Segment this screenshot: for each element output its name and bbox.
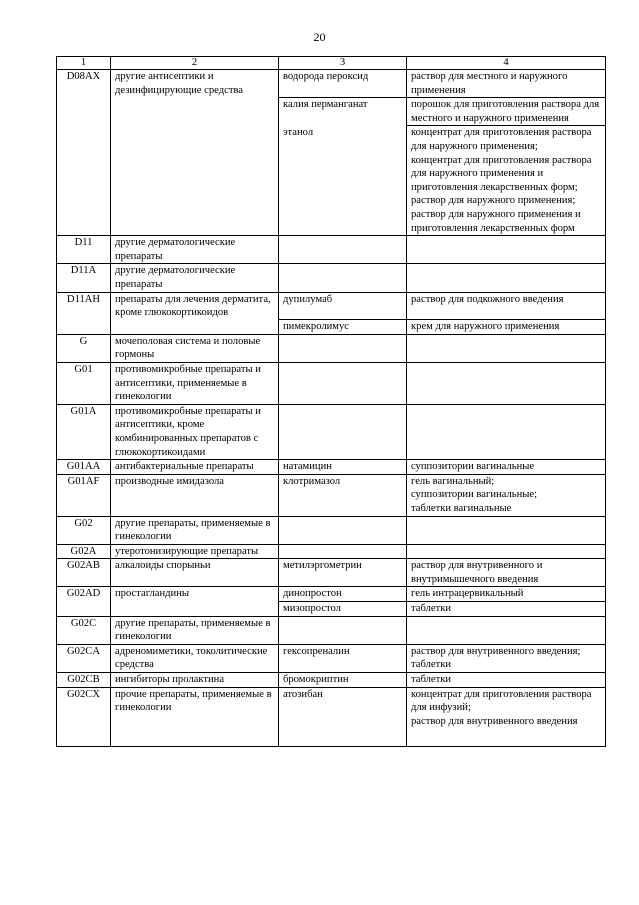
group-name: алкалоиды спорыньи bbox=[111, 559, 279, 587]
table-row bbox=[57, 264, 606, 292]
group-name: мочеполовая система и половые гормоны bbox=[111, 334, 279, 362]
column-number-2: 2 bbox=[111, 57, 279, 70]
atc-code: G02CA bbox=[57, 644, 111, 672]
group-name: другие препараты, применяемые в гинекологии bbox=[111, 516, 279, 544]
drug-name: мизопростол bbox=[279, 602, 407, 617]
table-row bbox=[57, 460, 606, 475]
atc-code: D11 bbox=[57, 236, 111, 264]
group-name: препараты для лечения дерматита, кроме глюкокортикоидов bbox=[111, 292, 279, 320]
atc-code: G02AD bbox=[57, 587, 111, 602]
dosage-form: раствор для местного и наружного применения bbox=[407, 70, 606, 98]
dosage-form: крем для наружного применения bbox=[407, 320, 606, 335]
drug-name: клотримазол bbox=[279, 474, 407, 516]
table-row bbox=[57, 516, 606, 544]
drug-name: пимекролимус bbox=[279, 320, 407, 335]
dosage-form: таблетки bbox=[407, 602, 606, 617]
atc-code: D11A bbox=[57, 264, 111, 292]
drug-classification-table bbox=[56, 56, 606, 747]
dosage-form: раствор для подкожного введения bbox=[407, 292, 606, 320]
atc-code: G02C bbox=[57, 616, 111, 644]
table-row bbox=[57, 544, 606, 559]
table-row bbox=[57, 320, 606, 335]
column-number-4: 4 bbox=[407, 57, 606, 70]
group-name: утеротонизирующие препараты bbox=[111, 544, 279, 559]
atc-code: G01A bbox=[57, 404, 111, 459]
drug-name: атозибан bbox=[279, 687, 407, 746]
dosage-form: раствор для внутривенного и внутримышечного введения bbox=[407, 559, 606, 587]
dosage-form: порошок для приготовления раствора для местного и наружного применения bbox=[407, 98, 606, 126]
table-row bbox=[57, 687, 606, 746]
group-name: другие дерматологические препараты bbox=[111, 236, 279, 264]
table-row bbox=[57, 334, 606, 362]
group-name: другие дерматологические препараты bbox=[111, 264, 279, 292]
atc-code: G01AA bbox=[57, 460, 111, 475]
table-row bbox=[57, 404, 606, 459]
dosage-form: раствор для внутривенного введения; таблетки bbox=[407, 644, 606, 672]
table-row bbox=[57, 362, 606, 404]
dosage-form: концентрат для приготовления раствора для наружного применения; концентрат для приготовления раствора для наружного применения и приготовления лекарственных форм; раствор для наружного применения; раствор для наружного применения и приготовления лекарственных форм bbox=[407, 126, 606, 236]
group-name: противомикробные препараты и антисептики, кроме комбинированных препаратов с глюкокортикоидами bbox=[111, 404, 279, 459]
drug-name: дупилумаб bbox=[279, 292, 407, 320]
drug-name: гексопреналин bbox=[279, 644, 407, 672]
drug-name: динопростон bbox=[279, 587, 407, 602]
atc-code: G02 bbox=[57, 516, 111, 544]
atc-code: G01AF bbox=[57, 474, 111, 516]
atc-code: D11AH bbox=[57, 292, 111, 320]
atc-code: G01 bbox=[57, 362, 111, 404]
table-row bbox=[57, 587, 606, 602]
drug-name: калия перманганат bbox=[279, 98, 407, 126]
table-row bbox=[57, 236, 606, 264]
group-name: другие антисептики и дезинфицирующие средства bbox=[111, 70, 279, 98]
drug-name: бромокриптин bbox=[279, 673, 407, 688]
drug-name: метилэргометрин bbox=[279, 559, 407, 587]
atc-code: G bbox=[57, 334, 111, 362]
atc-code: G02CX bbox=[57, 687, 111, 746]
dosage-form: концентрат для приготовления раствора для инфузий; раствор для внутривенного введения bbox=[407, 687, 606, 746]
dosage-form: таблетки bbox=[407, 673, 606, 688]
group-name: ингибиторы пролактина bbox=[111, 673, 279, 688]
dosage-form: гель интрацервикальный bbox=[407, 587, 606, 602]
column-number-3: 3 bbox=[279, 57, 407, 70]
group-name: прочие препараты, применяемые в гинекологии bbox=[111, 687, 279, 746]
group-name: антибактериальные препараты bbox=[111, 460, 279, 475]
table-row bbox=[57, 602, 606, 617]
group-name: другие препараты, применяемые в гинекологии bbox=[111, 616, 279, 644]
drug-name: этанол bbox=[279, 126, 407, 236]
table-row bbox=[57, 292, 606, 320]
table-header-row bbox=[57, 57, 606, 70]
drug-name: водорода пероксид bbox=[279, 70, 407, 98]
atc-code: D08AX bbox=[57, 70, 111, 98]
page-number: 20 bbox=[313, 30, 326, 44]
table-row bbox=[57, 673, 606, 688]
atc-code: G02AB bbox=[57, 559, 111, 587]
group-name: противомикробные препараты и антисептики, применяемые в гинекологии bbox=[111, 362, 279, 404]
table-row bbox=[57, 70, 606, 98]
group-name: производные имидазола bbox=[111, 474, 279, 516]
group-name: адреномиметики, токолитические средства bbox=[111, 644, 279, 672]
table-row bbox=[57, 559, 606, 587]
table-row bbox=[57, 98, 606, 126]
table-row bbox=[57, 126, 606, 236]
column-number-1: 1 bbox=[57, 57, 111, 70]
group-name: простагландины bbox=[111, 587, 279, 602]
table-row bbox=[57, 616, 606, 644]
table-row bbox=[57, 474, 606, 516]
dosage-form: гель вагинальный; суппозитории вагинальные; таблетки вагинальные bbox=[407, 474, 606, 516]
table-row bbox=[57, 644, 606, 672]
atc-code: G02CB bbox=[57, 673, 111, 688]
drug-name: натамицин bbox=[279, 460, 407, 475]
dosage-form: суппозитории вагинальные bbox=[407, 460, 606, 475]
atc-code: G02A bbox=[57, 544, 111, 559]
